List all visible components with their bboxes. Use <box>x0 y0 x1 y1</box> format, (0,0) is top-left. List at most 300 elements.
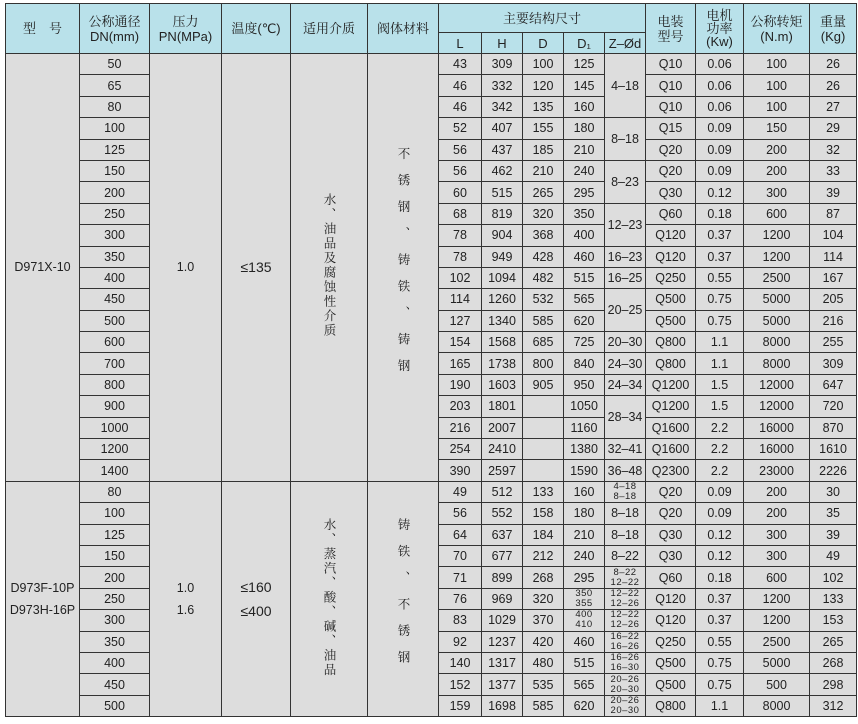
dn-cell: 350 <box>80 246 150 267</box>
actuator-model-cell: Q20 <box>646 481 696 502</box>
dn-cell: 450 <box>80 674 150 695</box>
dn-cell: 50 <box>80 54 150 75</box>
power-cell: 2.2 <box>696 439 744 460</box>
d-cell: 135 <box>523 96 564 117</box>
l-cell: 52 <box>439 118 482 139</box>
h-cell: 332 <box>482 75 523 96</box>
header-temp: 温度(℃) <box>222 4 291 54</box>
h-cell: 1801 <box>482 396 523 417</box>
actuator-model-cell: Q10 <box>646 75 696 96</box>
d-cell: 535 <box>523 674 564 695</box>
header-pn: 压力 PN(MPa) <box>150 4 222 54</box>
l-cell: 127 <box>439 310 482 331</box>
actuator-model-cell: Q120 <box>646 225 696 246</box>
actuator-model-cell: Q1200 <box>646 374 696 395</box>
material-text: 铸铁、不锈钢 <box>396 517 410 677</box>
z-od-cell: 8–18 <box>605 503 646 524</box>
dn-cell: 300 <box>80 225 150 246</box>
header-D: D <box>523 33 564 54</box>
h-cell: 1603 <box>482 374 523 395</box>
d-cell: 585 <box>523 695 564 716</box>
h-cell: 1260 <box>482 289 523 310</box>
d-cell: 158 <box>523 503 564 524</box>
torque-cell: 200 <box>744 160 810 181</box>
d1-cell: 295 <box>564 567 605 588</box>
z-od-cell: 20–26 20–30 <box>605 674 646 695</box>
table-header <box>6 4 857 54</box>
d-cell: 685 <box>523 332 564 353</box>
z-od-cell: 8–18 <box>605 524 646 545</box>
header-L: L <box>439 33 482 54</box>
torque-cell: 1200 <box>744 588 810 609</box>
l-cell: 76 <box>439 588 482 609</box>
torque-cell: 12000 <box>744 374 810 395</box>
h-cell: 515 <box>482 182 523 203</box>
d1-cell: 1380 <box>564 439 605 460</box>
weight-cell: 216 <box>810 310 857 331</box>
z-od-cell: 8–23 <box>605 160 646 203</box>
power-cell: 0.37 <box>696 246 744 267</box>
torque-cell: 100 <box>744 96 810 117</box>
z-od-cell: 8–22 12–22 <box>605 567 646 588</box>
dn-cell: 900 <box>80 396 150 417</box>
power-cell: 0.37 <box>696 225 744 246</box>
torque-cell: 150 <box>744 118 810 139</box>
torque-cell: 300 <box>744 182 810 203</box>
z-od-cell: 12–23 <box>605 203 646 246</box>
torque-cell: 2500 <box>744 631 810 652</box>
power-cell: 0.18 <box>696 203 744 224</box>
torque-cell: 500 <box>744 674 810 695</box>
d1-cell: 240 <box>564 160 605 181</box>
d-cell: 155 <box>523 118 564 139</box>
h-cell: 1094 <box>482 267 523 288</box>
l-cell: 46 <box>439 96 482 117</box>
z-od-cell: 8–22 <box>605 545 646 566</box>
torque-cell: 100 <box>744 54 810 75</box>
h-cell: 407 <box>482 118 523 139</box>
model-cell: D971X-10 <box>6 54 80 482</box>
weight-cell: 2226 <box>810 460 857 481</box>
h-cell: 677 <box>482 545 523 566</box>
actuator-model-cell: Q1200 <box>646 396 696 417</box>
power-cell: 0.06 <box>696 96 744 117</box>
l-cell: 78 <box>439 225 482 246</box>
header-z-od: Z–Ød <box>605 33 646 54</box>
h-cell: 899 <box>482 567 523 588</box>
d-cell: 184 <box>523 524 564 545</box>
power-cell: 0.55 <box>696 267 744 288</box>
torque-cell: 300 <box>744 545 810 566</box>
header-H: H <box>482 33 523 54</box>
weight-cell: 30 <box>810 481 857 502</box>
torque-cell: 5000 <box>744 310 810 331</box>
h-cell: 1568 <box>482 332 523 353</box>
dn-cell: 400 <box>80 652 150 673</box>
h-cell: 904 <box>482 225 523 246</box>
z-od-cell: 16–22 16–26 <box>605 631 646 652</box>
weight-cell: 309 <box>810 353 857 374</box>
h-cell: 309 <box>482 54 523 75</box>
z-od-cell: 32–41 <box>605 439 646 460</box>
z-od-cell: 16–25 <box>605 267 646 288</box>
medium-cell <box>291 481 368 716</box>
temp-cell: ≤160 ≤400 <box>222 481 291 716</box>
d-cell: 100 <box>523 54 564 75</box>
weight-cell: 49 <box>810 545 857 566</box>
h-cell: 552 <box>482 503 523 524</box>
valve-spec-table <box>5 3 857 717</box>
l-cell: 114 <box>439 289 482 310</box>
d-cell: 905 <box>523 374 564 395</box>
power-cell: 0.12 <box>696 524 744 545</box>
dn-cell: 1200 <box>80 439 150 460</box>
power-cell: 1.1 <box>696 695 744 716</box>
actuator-model-cell: Q60 <box>646 567 696 588</box>
d-cell: 532 <box>523 289 564 310</box>
d1-cell: 145 <box>564 75 605 96</box>
h-cell: 462 <box>482 160 523 181</box>
d-cell: 800 <box>523 353 564 374</box>
d1-cell: 180 <box>564 503 605 524</box>
dn-cell: 1400 <box>80 460 150 481</box>
d1-cell: 515 <box>564 652 605 673</box>
power-cell: 0.09 <box>696 160 744 181</box>
d-cell: 185 <box>523 139 564 160</box>
h-cell: 1738 <box>482 353 523 374</box>
h-cell: 512 <box>482 481 523 502</box>
d1-cell: 350 <box>564 203 605 224</box>
d1-cell: 460 <box>564 246 605 267</box>
actuator-model-cell: Q10 <box>646 96 696 117</box>
dn-cell: 250 <box>80 203 150 224</box>
d-cell: 368 <box>523 225 564 246</box>
pn-cell: 1.0 1.6 <box>150 481 222 716</box>
d1-cell: 180 <box>564 118 605 139</box>
weight-cell: 167 <box>810 267 857 288</box>
power-cell: 0.12 <box>696 182 744 203</box>
h-cell: 1340 <box>482 310 523 331</box>
dn-cell: 100 <box>80 118 150 139</box>
torque-cell: 100 <box>744 75 810 96</box>
h-cell: 819 <box>482 203 523 224</box>
torque-cell: 8000 <box>744 353 810 374</box>
header-material: 阀体材料 <box>368 4 439 54</box>
l-cell: 254 <box>439 439 482 460</box>
h-cell: 2007 <box>482 417 523 438</box>
weight-cell: 87 <box>810 203 857 224</box>
weight-cell: 27 <box>810 96 857 117</box>
d-cell: 265 <box>523 182 564 203</box>
weight-cell: 255 <box>810 332 857 353</box>
h-cell: 1698 <box>482 695 523 716</box>
weight-cell: 720 <box>810 396 857 417</box>
z-od-cell: 8–18 <box>605 118 646 161</box>
power-cell: 1.1 <box>696 353 744 374</box>
medium-text: 水、蒸汽、酸、碱、油品 <box>322 517 336 678</box>
dn-cell: 150 <box>80 545 150 566</box>
weight-cell: 870 <box>810 417 857 438</box>
l-cell: 165 <box>439 353 482 374</box>
torque-cell: 300 <box>744 524 810 545</box>
h-cell: 637 <box>482 524 523 545</box>
torque-cell: 23000 <box>744 460 810 481</box>
dn-cell: 200 <box>80 182 150 203</box>
h-cell: 2410 <box>482 439 523 460</box>
dn-cell: 350 <box>80 631 150 652</box>
weight-cell: 102 <box>810 567 857 588</box>
dn-cell: 100 <box>80 503 150 524</box>
weight-cell: 133 <box>810 588 857 609</box>
d-cell: 482 <box>523 267 564 288</box>
torque-cell: 600 <box>744 567 810 588</box>
dn-cell: 500 <box>80 695 150 716</box>
actuator-model-cell: Q60 <box>646 203 696 224</box>
torque-cell: 12000 <box>744 396 810 417</box>
torque-cell: 200 <box>744 503 810 524</box>
header-torque: 公称转矩 (N.m) <box>744 4 810 54</box>
dn-cell: 250 <box>80 588 150 609</box>
l-cell: 60 <box>439 182 482 203</box>
d-cell: 212 <box>523 545 564 566</box>
actuator-model-cell: Q120 <box>646 588 696 609</box>
h-cell: 2597 <box>482 460 523 481</box>
actuator-model-cell: Q1600 <box>646 417 696 438</box>
dn-cell: 450 <box>80 289 150 310</box>
torque-cell: 600 <box>744 203 810 224</box>
weight-cell: 1610 <box>810 439 857 460</box>
weight-cell: 29 <box>810 118 857 139</box>
power-cell: 0.75 <box>696 652 744 673</box>
torque-cell: 16000 <box>744 439 810 460</box>
d1-cell: 400 410 <box>564 610 605 631</box>
power-cell: 2.2 <box>696 417 744 438</box>
actuator-model-cell: Q500 <box>646 674 696 695</box>
l-cell: 390 <box>439 460 482 481</box>
z-od-cell: 20–30 <box>605 332 646 353</box>
header-D1: D₁ <box>564 33 605 54</box>
z-od-cell: 24–30 <box>605 353 646 374</box>
d-cell: 133 <box>523 481 564 502</box>
power-cell: 0.75 <box>696 674 744 695</box>
dn-cell: 125 <box>80 139 150 160</box>
h-cell: 1237 <box>482 631 523 652</box>
h-cell: 969 <box>482 588 523 609</box>
weight-cell: 35 <box>810 503 857 524</box>
power-cell: 1.5 <box>696 374 744 395</box>
d-cell: 120 <box>523 75 564 96</box>
actuator-model-cell: Q800 <box>646 695 696 716</box>
d1-cell: 1050 <box>564 396 605 417</box>
h-cell: 949 <box>482 246 523 267</box>
z-od-cell: 28–34 <box>605 396 646 439</box>
h-cell: 1317 <box>482 652 523 673</box>
z-od-cell: 24–34 <box>605 374 646 395</box>
l-cell: 46 <box>439 75 482 96</box>
l-cell: 102 <box>439 267 482 288</box>
medium-text: 水、油品及腐蚀性介质 <box>322 193 336 339</box>
z-od-cell: 20–26 20–30 <box>605 695 646 716</box>
torque-cell: 200 <box>744 139 810 160</box>
l-cell: 203 <box>439 396 482 417</box>
power-cell: 0.75 <box>696 310 744 331</box>
d-cell <box>523 439 564 460</box>
d-cell: 428 <box>523 246 564 267</box>
dn-cell: 200 <box>80 567 150 588</box>
l-cell: 68 <box>439 203 482 224</box>
weight-cell: 33 <box>810 160 857 181</box>
dn-cell: 125 <box>80 524 150 545</box>
model-cell: D973F-10P D973H-16P <box>6 481 80 716</box>
dn-cell: 600 <box>80 332 150 353</box>
power-cell: 0.55 <box>696 631 744 652</box>
torque-cell: 5000 <box>744 652 810 673</box>
d1-cell: 1590 <box>564 460 605 481</box>
weight-cell: 39 <box>810 182 857 203</box>
d-cell <box>523 396 564 417</box>
dn-cell: 1000 <box>80 417 150 438</box>
l-cell: 152 <box>439 674 482 695</box>
power-cell: 0.09 <box>696 503 744 524</box>
d1-cell: 565 <box>564 289 605 310</box>
d-cell: 320 <box>523 203 564 224</box>
actuator-model-cell: Q500 <box>646 310 696 331</box>
actuator-model-cell: Q120 <box>646 610 696 631</box>
temp-cell: ≤135 <box>222 54 291 482</box>
weight-cell: 153 <box>810 610 857 631</box>
torque-cell: 2500 <box>744 267 810 288</box>
d-cell: 210 <box>523 160 564 181</box>
material-text: 不锈钢、铸铁、铸钢 <box>396 146 410 386</box>
power-cell: 1.5 <box>696 396 744 417</box>
header-power: 电机 功率 (Kw) <box>696 4 744 54</box>
d-cell <box>523 417 564 438</box>
z-od-cell: 20–25 <box>605 289 646 332</box>
d-cell: 370 <box>523 610 564 631</box>
power-cell: 0.12 <box>696 545 744 566</box>
torque-cell: 1200 <box>744 246 810 267</box>
weight-cell: 298 <box>810 674 857 695</box>
d1-cell: 620 <box>564 310 605 331</box>
power-cell: 0.75 <box>696 289 744 310</box>
dn-cell: 80 <box>80 481 150 502</box>
weight-cell: 205 <box>810 289 857 310</box>
d1-cell: 210 <box>564 524 605 545</box>
d1-cell: 160 <box>564 96 605 117</box>
weight-cell: 268 <box>810 652 857 673</box>
dn-cell: 500 <box>80 310 150 331</box>
torque-cell: 16000 <box>744 417 810 438</box>
h-cell: 437 <box>482 139 523 160</box>
l-cell: 56 <box>439 139 482 160</box>
dn-cell: 800 <box>80 374 150 395</box>
actuator-model-cell: Q2300 <box>646 460 696 481</box>
actuator-model-cell: Q20 <box>646 139 696 160</box>
actuator-model-cell: Q10 <box>646 54 696 75</box>
l-cell: 159 <box>439 695 482 716</box>
actuator-model-cell: Q500 <box>646 289 696 310</box>
actuator-model-cell: Q15 <box>646 118 696 139</box>
power-cell: 0.06 <box>696 75 744 96</box>
header-dimensions: 主要结构尺寸 <box>439 4 646 33</box>
torque-cell: 5000 <box>744 289 810 310</box>
d1-cell: 350 355 <box>564 588 605 609</box>
table-row <box>6 54 857 75</box>
power-cell: 0.37 <box>696 588 744 609</box>
d1-cell: 620 <box>564 695 605 716</box>
actuator-model-cell: Q800 <box>646 353 696 374</box>
d1-cell: 295 <box>564 182 605 203</box>
actuator-model-cell: Q20 <box>646 160 696 181</box>
material-cell <box>368 54 439 482</box>
pn-cell: 1.0 <box>150 54 222 482</box>
torque-cell: 1200 <box>744 225 810 246</box>
actuator-model-cell: Q800 <box>646 332 696 353</box>
actuator-model-cell: Q30 <box>646 545 696 566</box>
d-cell: 585 <box>523 310 564 331</box>
header-weight: 重量 (Kg) <box>810 4 857 54</box>
actuator-model-cell: Q20 <box>646 503 696 524</box>
l-cell: 43 <box>439 54 482 75</box>
table-body <box>6 54 857 717</box>
weight-cell: 104 <box>810 225 857 246</box>
dn-cell: 300 <box>80 610 150 631</box>
l-cell: 56 <box>439 160 482 181</box>
weight-cell: 265 <box>810 631 857 652</box>
weight-cell: 114 <box>810 246 857 267</box>
header-medium: 适用介质 <box>291 4 368 54</box>
d-cell: 420 <box>523 631 564 652</box>
weight-cell: 647 <box>810 374 857 395</box>
d-cell: 480 <box>523 652 564 673</box>
torque-cell: 8000 <box>744 695 810 716</box>
l-cell: 49 <box>439 481 482 502</box>
d1-cell: 160 <box>564 481 605 502</box>
medium-cell <box>291 54 368 482</box>
d1-cell: 240 <box>564 545 605 566</box>
l-cell: 83 <box>439 610 482 631</box>
header-dn: 公称通径 DN(mm) <box>80 4 150 54</box>
l-cell: 71 <box>439 567 482 588</box>
header-model: 型 号 <box>6 4 80 54</box>
actuator-model-cell: Q1600 <box>646 439 696 460</box>
dn-cell: 65 <box>80 75 150 96</box>
torque-cell: 1200 <box>744 610 810 631</box>
weight-cell: 26 <box>810 54 857 75</box>
l-cell: 216 <box>439 417 482 438</box>
h-cell: 342 <box>482 96 523 117</box>
dn-cell: 400 <box>80 267 150 288</box>
power-cell: 0.37 <box>696 610 744 631</box>
d-cell: 320 <box>523 588 564 609</box>
actuator-model-cell: Q30 <box>646 182 696 203</box>
l-cell: 78 <box>439 246 482 267</box>
power-cell: 0.09 <box>696 139 744 160</box>
d1-cell: 950 <box>564 374 605 395</box>
l-cell: 92 <box>439 631 482 652</box>
l-cell: 190 <box>439 374 482 395</box>
torque-cell: 8000 <box>744 332 810 353</box>
z-od-cell: 4–18 <box>605 54 646 118</box>
actuator-model-cell: Q250 <box>646 631 696 652</box>
actuator-model-cell: Q250 <box>646 267 696 288</box>
d-cell <box>523 460 564 481</box>
z-od-cell: 16–26 16–30 <box>605 652 646 673</box>
l-cell: 56 <box>439 503 482 524</box>
weight-cell: 26 <box>810 75 857 96</box>
table-row <box>6 481 857 502</box>
actuator-model-cell: Q500 <box>646 652 696 673</box>
